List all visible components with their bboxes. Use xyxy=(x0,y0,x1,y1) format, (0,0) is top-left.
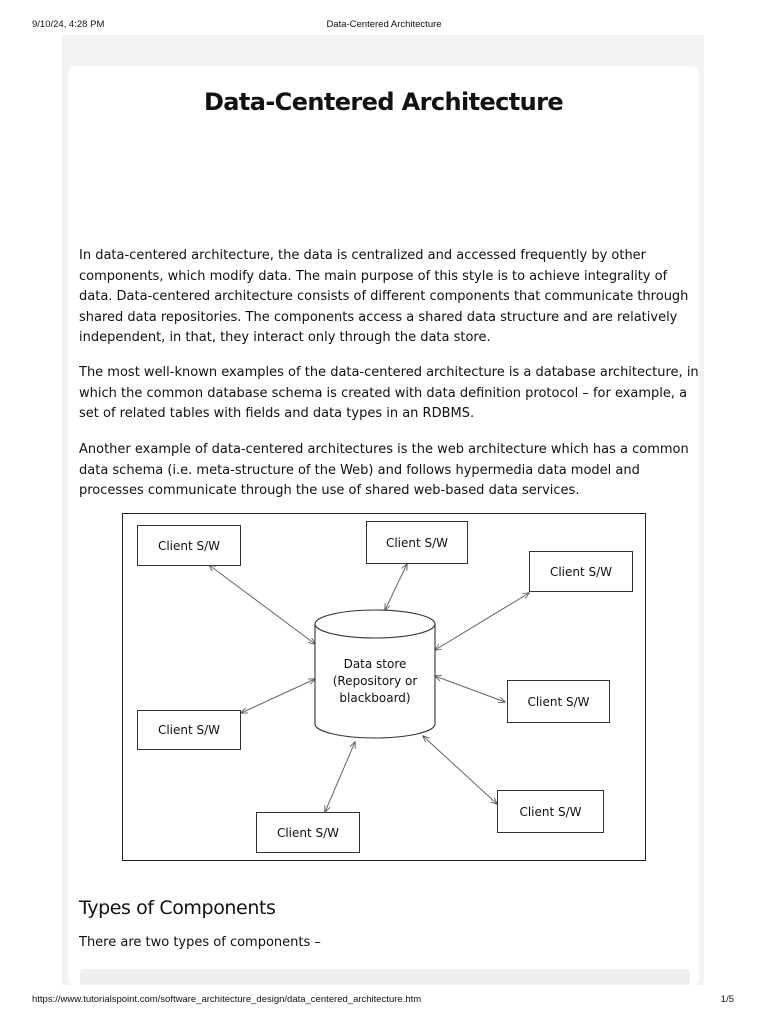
connector-mid-left xyxy=(241,679,315,713)
print-doc-title: Data-Centered Architecture xyxy=(326,19,442,30)
client-box-top-left: Client S/W xyxy=(137,525,241,566)
print-datetime: 9/10/24, 4:28 PM xyxy=(32,19,105,30)
client-box-mid-right: Client S/W xyxy=(507,680,610,723)
architecture-diagram xyxy=(122,513,646,861)
paragraph-intro: In data-centered architecture, the data is centralized and accessed frequently by other components, which modify data. The main purpose of this style is to achieve integrality of data. Data-centered architecture consists of different components that communicate through shared data repositories. The components access a shared data structure and are relatively independent, in that, they interact only through the data store. xyxy=(79,248,689,345)
connector-top-left xyxy=(209,565,315,644)
paragraph-web-example: Another example of data-centered architectures is the web architecture which has a common data schema (i.e. meta-structure of the Web) and follows hypermedia data model and processes communicate through the use of shared web-based data services. xyxy=(79,442,689,498)
print-url: https://www.tutorialspoint.com/software_architecture_design/data_centered_architecture.htm xyxy=(32,994,422,1005)
client-box-top-center: Client S/W xyxy=(366,521,468,564)
connector-bottom-center xyxy=(325,742,355,812)
page-title: Data-Centered Architecture xyxy=(203,88,564,116)
client-box-bottom-right: Client S/W xyxy=(497,790,604,833)
paragraph-database-example: The most well-known examples of the data-centered architecture is a database architecture, in which the common database schema is created with data definition protocol – for example, a set of related tables with fields and data types in an RDBMS. xyxy=(79,365,699,421)
connector-mid-right xyxy=(435,676,505,702)
connector-bottom-right xyxy=(423,736,497,804)
client-box-bottom-center: Client S/W xyxy=(256,812,360,853)
print-page-number: 1/5 xyxy=(720,994,734,1005)
section-intro: There are two types of components – xyxy=(79,935,321,950)
section-heading: Types of Components xyxy=(79,897,276,919)
content-box-top-edge xyxy=(80,969,690,985)
print-header xyxy=(32,19,736,31)
connector-top-center xyxy=(385,564,407,610)
client-box-top-right: Client S/W xyxy=(529,551,633,592)
data-store-label: Data store (Repository or blackboard) xyxy=(332,657,418,705)
client-box-mid-left: Client S/W xyxy=(137,710,241,750)
print-footer xyxy=(32,994,736,1006)
connector-top-right xyxy=(435,593,529,650)
